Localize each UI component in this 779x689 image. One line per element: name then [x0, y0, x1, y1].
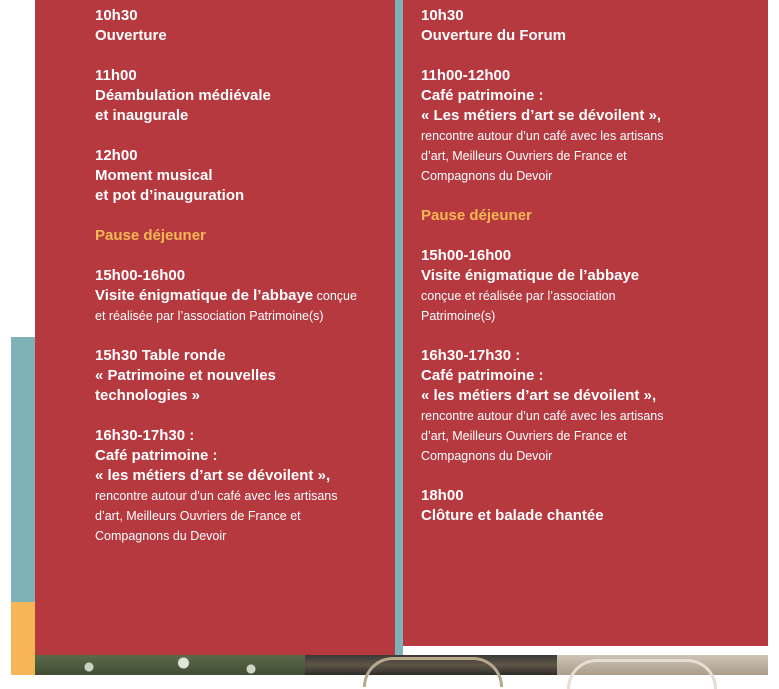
event-title: Ouverture [95, 27, 167, 44]
event-time: 15h00-16h00 [95, 267, 186, 284]
arcade-photo [557, 655, 768, 675]
event-forum-opening [421, 6, 758, 46]
event-time: 10h30 [421, 7, 464, 24]
column-divider [395, 0, 403, 655]
event-music [95, 146, 385, 206]
program-day2-panel [403, 0, 768, 646]
event-time: 11h00 [95, 67, 137, 84]
event-title [95, 286, 385, 306]
event-time: 16h30-17h30 : [421, 347, 521, 364]
event-description: et réalisée par l’association Patrimoine(s) [95, 309, 324, 323]
program-day1-panel [35, 0, 395, 655]
event-abbey-visit [421, 246, 758, 326]
event-time: 18h00 [421, 487, 464, 504]
decorative-teal-bar [11, 337, 35, 602]
event-time: 12h00 [95, 147, 138, 164]
event-description: rencontre autour d’un café avec les artisans d’art, Meilleurs Ouvriers de France et Compagnons du Devoir [421, 129, 664, 183]
event-title: « Patrimoine et nouvelles technologies » [95, 367, 276, 404]
event-title: Clôture et balade chantée [421, 507, 604, 524]
event-time: 15h30 Table ronde [95, 347, 226, 364]
event-title: Moment musical et pot d’inauguration [95, 167, 245, 204]
event-title: Déambulation médiévale et inaugurale [95, 87, 271, 124]
event-title: Ouverture du Forum [421, 27, 567, 44]
event-medieval-walk [95, 66, 385, 126]
event-heritage-cafe [421, 346, 758, 466]
event-title-main: Visite énigmatique de l’abbaye [95, 287, 314, 304]
event-time: 11h00-12h00 [421, 67, 511, 84]
event-opening [95, 6, 385, 46]
event-heritage-cafe [95, 426, 385, 546]
event-description: rencontre autour d’un café avec les artisans d’art, Meilleurs Ouvriers de France et Compagnons du Devoir [421, 409, 664, 463]
event-time: 16h30-17h30 : [95, 427, 195, 444]
event-abbey-visit [95, 266, 385, 326]
event-title: Café patrimoine : « les métiers d’art se dévoilent », [421, 367, 657, 404]
event-heritage-cafe [421, 66, 758, 186]
event-time: 10h30 [95, 7, 138, 24]
lunch-break-label: Pause déjeuner [421, 207, 532, 224]
event-description: conçue et réalisée par l’association Patrimoine(s) [421, 289, 616, 323]
cloister-photo [305, 655, 557, 675]
event-description: rencontre autour d’un café avec les artisans d’art, Meilleurs Ouvriers de France et Compagnons du Devoir [95, 489, 338, 543]
event-closing [421, 486, 758, 526]
lunch-break-label: Pause déjeuner [95, 227, 206, 244]
event-title: Café patrimoine : « Les métiers d’art se dévoilent », [421, 87, 662, 124]
arch-shape [567, 659, 717, 689]
event-round-table [95, 346, 385, 406]
event-title: Café patrimoine : « les métiers d’art se dévoilent », [95, 447, 331, 484]
decorative-orange-bar [11, 602, 35, 675]
event-title: Visite énigmatique de l’abbaye [421, 267, 640, 284]
garden-photo [35, 655, 305, 675]
event-title-tail: conçue [313, 289, 357, 303]
event-time: 15h00-16h00 [421, 247, 512, 264]
arch-shape [363, 657, 503, 687]
